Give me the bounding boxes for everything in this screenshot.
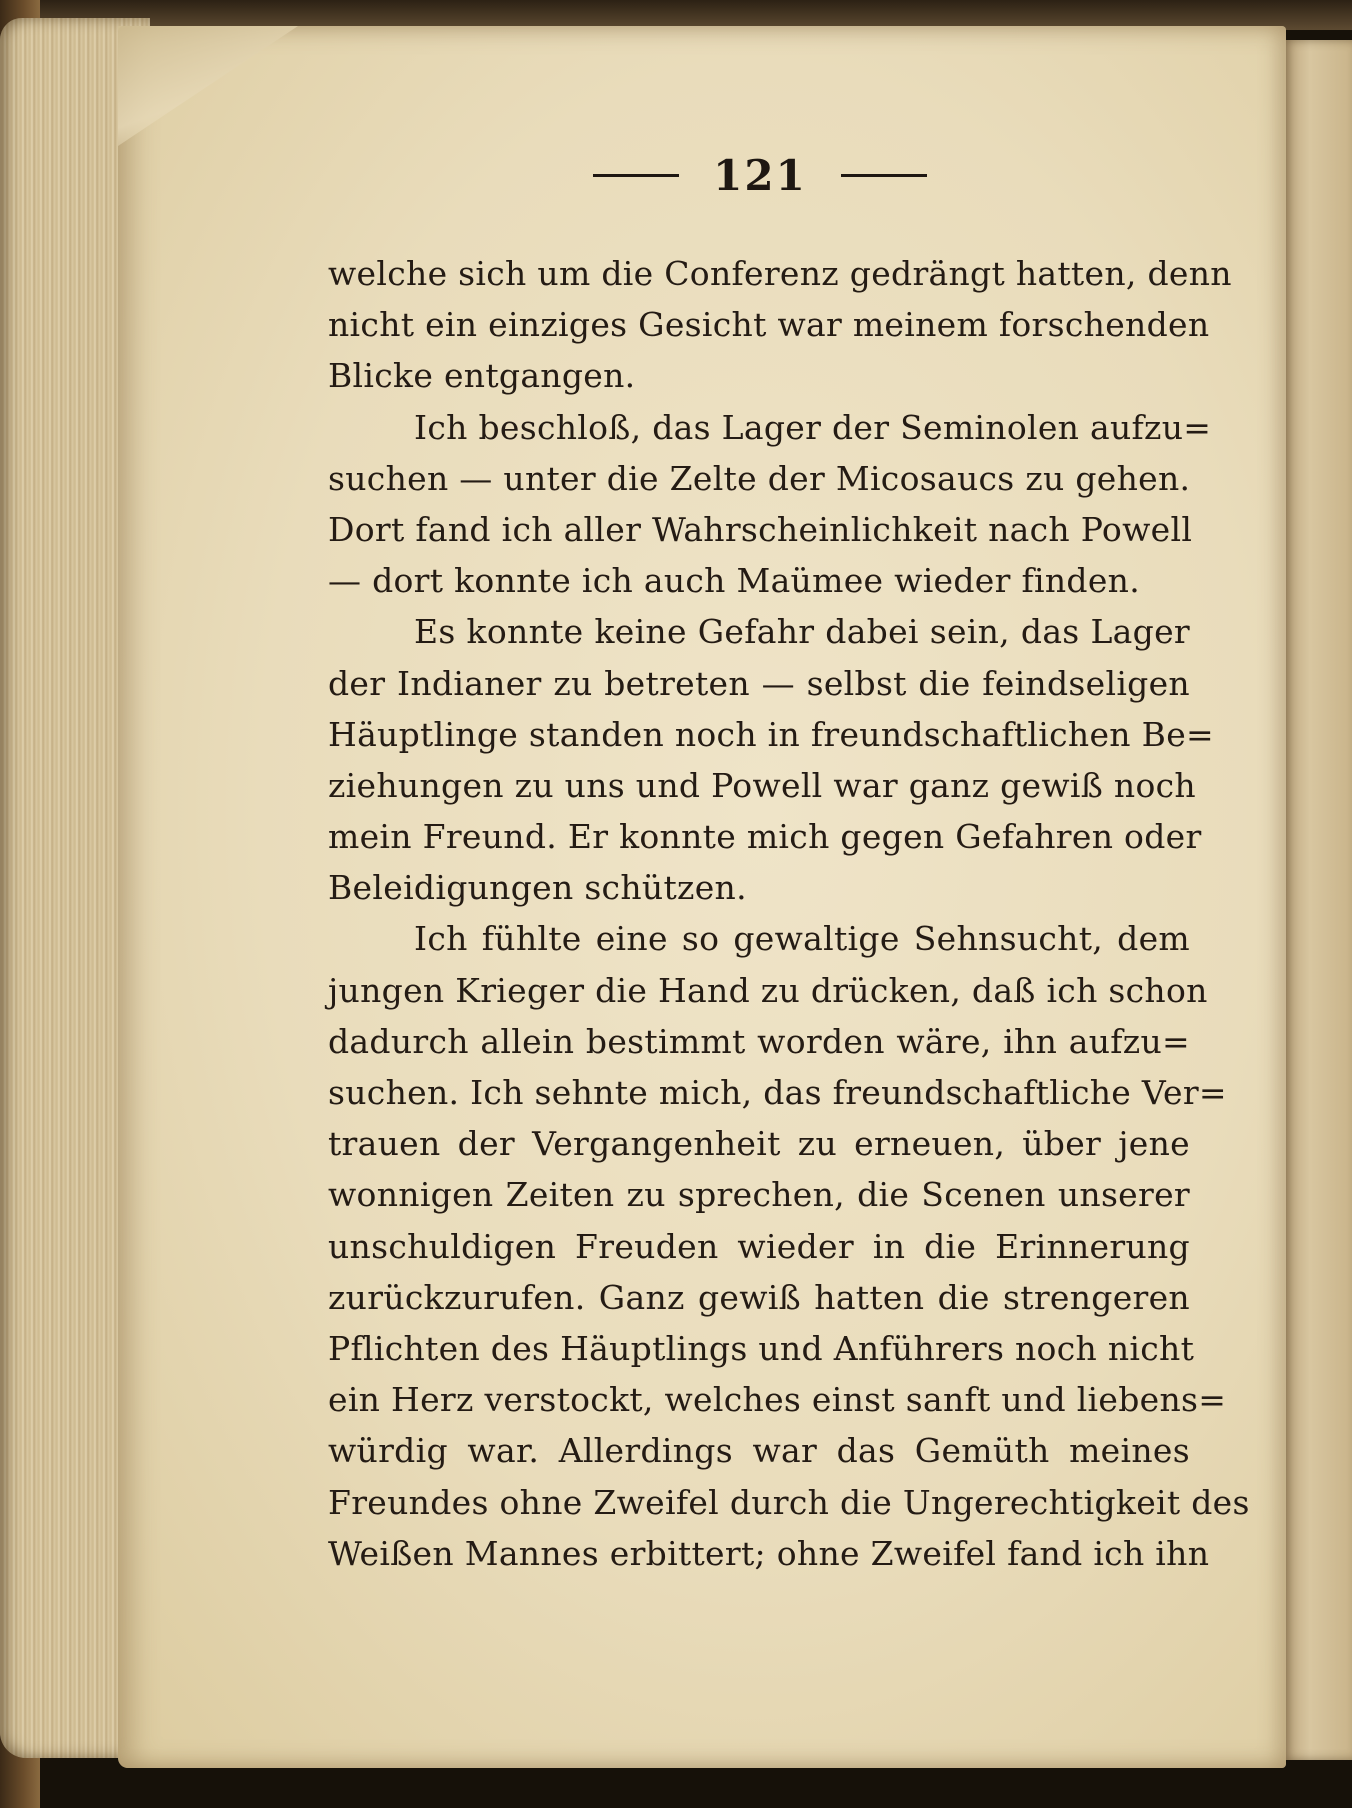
text-line: dadurch allein bestimmt worden wäre, ihn aufzu=	[328, 1021, 1190, 1061]
text-line: ein Herz verstockt, welches einst sanft und liebens=	[328, 1380, 1227, 1420]
text-line: Pflichten des Häuptlings und Anführers noch nicht	[328, 1328, 1195, 1368]
header-rule-left	[593, 174, 679, 177]
text-line: suchen — unter die Zelte der Micosaucs zu gehen.	[328, 458, 1191, 498]
text-line: welche sich um die Conferenz gedrängt hatten, denn	[328, 254, 1232, 293]
text-line: suchen. Ich sehnte mich, das freundschaftliche Ver=	[328, 1073, 1227, 1112]
page-header	[560, 145, 960, 205]
page-number: 121	[713, 150, 807, 200]
text-line: Ich beschloß, das Lager der Seminolen aufzu=	[414, 407, 1212, 447]
text-line: ziehungen zu uns und Powell war ganz gewiß noch	[328, 765, 1196, 805]
text-line: trauen der Vergangenheit zu erneuen, über jene	[328, 1124, 1190, 1164]
text-line: Freundes ohne Zweifel durch die Ungerechtigkeit des	[328, 1482, 1250, 1522]
text-line: Häuptlinge standen noch in freundschaftlichen Be=	[328, 714, 1214, 754]
text-line: Beleidigungen schützen.	[328, 868, 747, 908]
text-line: würdig war. Allerdings war das Gemüth meines	[328, 1431, 1190, 1471]
body-text	[328, 248, 1250, 1579]
text-line: zurückzurufen. Ganz gewiß hatten die strengeren	[328, 1277, 1190, 1317]
text-line: nicht ein einziges Gesicht war meinem forschenden	[328, 305, 1210, 345]
text-line: wonnigen Zeiten zu sprechen, die Scenen unserer	[328, 1175, 1190, 1215]
text-line: Es konnte keine Gefahr dabei sein, das Lager	[414, 612, 1190, 652]
text-line: jungen Krieger die Hand zu drücken, daß ich schon	[328, 970, 1208, 1010]
next-leaf-edge	[1282, 40, 1352, 1760]
text-line: Weißen Mannes erbittert; ohne Zweifel fand ich ihn	[328, 1533, 1210, 1573]
text-line: der Indianer zu betreten — selbst die feindseligen	[328, 663, 1190, 703]
text-line: unschuldigen Freuden wieder in die Erinnerung	[328, 1226, 1190, 1266]
text-line: Dort fand ich aller Wahrscheinlichkeit nach Powell	[328, 509, 1193, 549]
text-line: Blicke entgangen.	[328, 356, 636, 396]
text-line: Ich fühlte eine so gewaltige Sehnsucht, dem	[414, 919, 1190, 959]
header-rule-right	[841, 174, 927, 177]
text-line: mein Freund. Er konnte mich gegen Gefahren oder	[328, 817, 1202, 857]
text-line: — dort konnte ich auch Maümee wieder finden.	[328, 561, 1141, 601]
